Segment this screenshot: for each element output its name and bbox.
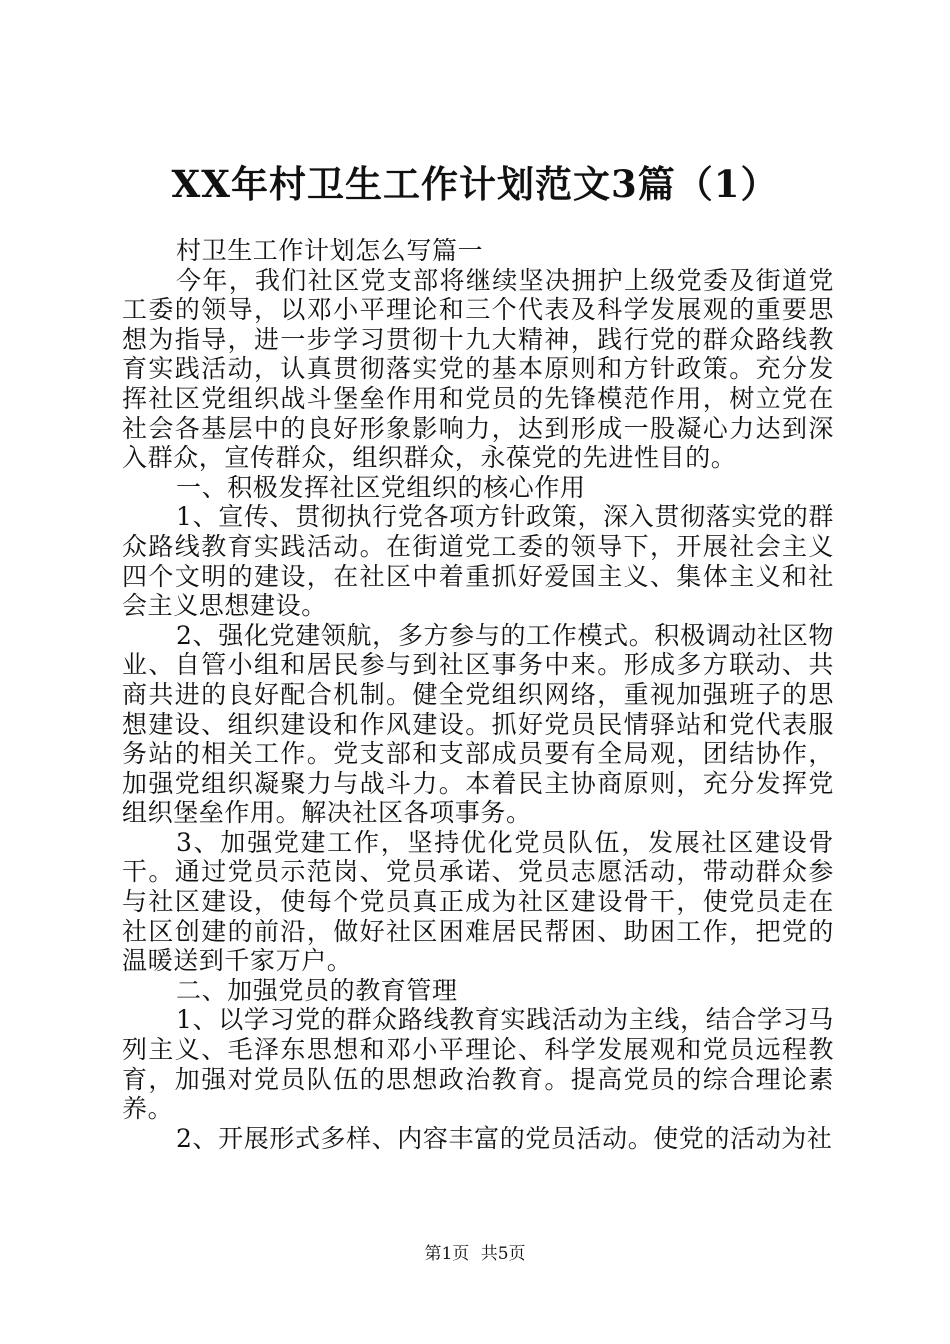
page-number: 第1页 — [424, 1244, 470, 1264]
document-body — [122, 236, 834, 1153]
section-heading: 二、加强党员的教育管理 — [176, 975, 458, 1005]
section-heading: 一、积极发挥社区党组织的核心作用 — [176, 472, 586, 502]
paragraph: 今年，我们社区党支部将继续坚决拥护上级党委及街道党工委的领导，以邓小平理论和三个代表及科学发展观的重要思想为指导，进一步学习贯彻十九大精神，践行党的群众路线教育实践活动，认真贯彻落实党的基本原则和方针政策。充分发挥社区党组织战斗堡垒作用和党员的先锋模范作用，树立党在社会各基层中的良好形象影响力，达到形成一股凝心力达到深入群众，宣传群众，组织群众，永葆党的先进性目的。 — [122, 265, 834, 473]
paragraph: 1、宣传、贯彻执行党各项方针政策，深入贯彻落实党的群众路线教育实践活动。在街道党工委的领导下，开展社会主义四个文明的建设，在社区中着重抓好爱国主义、集体主义和社会主义思想建设。 — [122, 502, 834, 621]
document-title: XX年村卫生工作计划范文3篇（1） — [171, 162, 779, 206]
paragraph: 3、加强党建工作，坚持优化党员队伍，发展社区建设骨干。通过党员示范岗、党员承诺、党员志愿活动，带动群众参与社区建设，使每个党员真正成为社区建设骨干，使党员走在社区创建的前沿，做好社区困难居民帮困、助困工作，把党的温暖送到千家万户。 — [122, 827, 834, 976]
page-total: 共5页 — [480, 1244, 526, 1264]
paragraph: 2、开展形式多样、内容丰富的党员活动。使党的活动为社 — [176, 1123, 833, 1153]
page-footer — [0, 1243, 950, 1265]
section-subtitle: 村卫生工作计划怎么写篇一 — [176, 236, 484, 265]
paragraph: 1、以学习党的群众路线教育实践活动为主线，结合学习马列主义、毛泽东思想和邓小平理论、科学发展观和党员远程教育，加强对党员队伍的思想政治教育。提高党员的综合理论素养。 — [122, 1005, 834, 1124]
paragraph: 2、强化党建领航，多方参与的工作模式。积极调动社区物业、自管小组和居民参与到社区事务中来。形成多方联动、共商共进的良好配合机制。健全党组织网络，重视加强班子的思想建设、组织建设和作风建设。抓好党员民情驿站和党代表服务站的相关工作。党支部和支部成员要有全局观，团结协作，加强党组织凝聚力与战斗力。本着民主协商原则，充分发挥党组织堡垒作用。解决社区各项事务。 — [122, 620, 834, 828]
